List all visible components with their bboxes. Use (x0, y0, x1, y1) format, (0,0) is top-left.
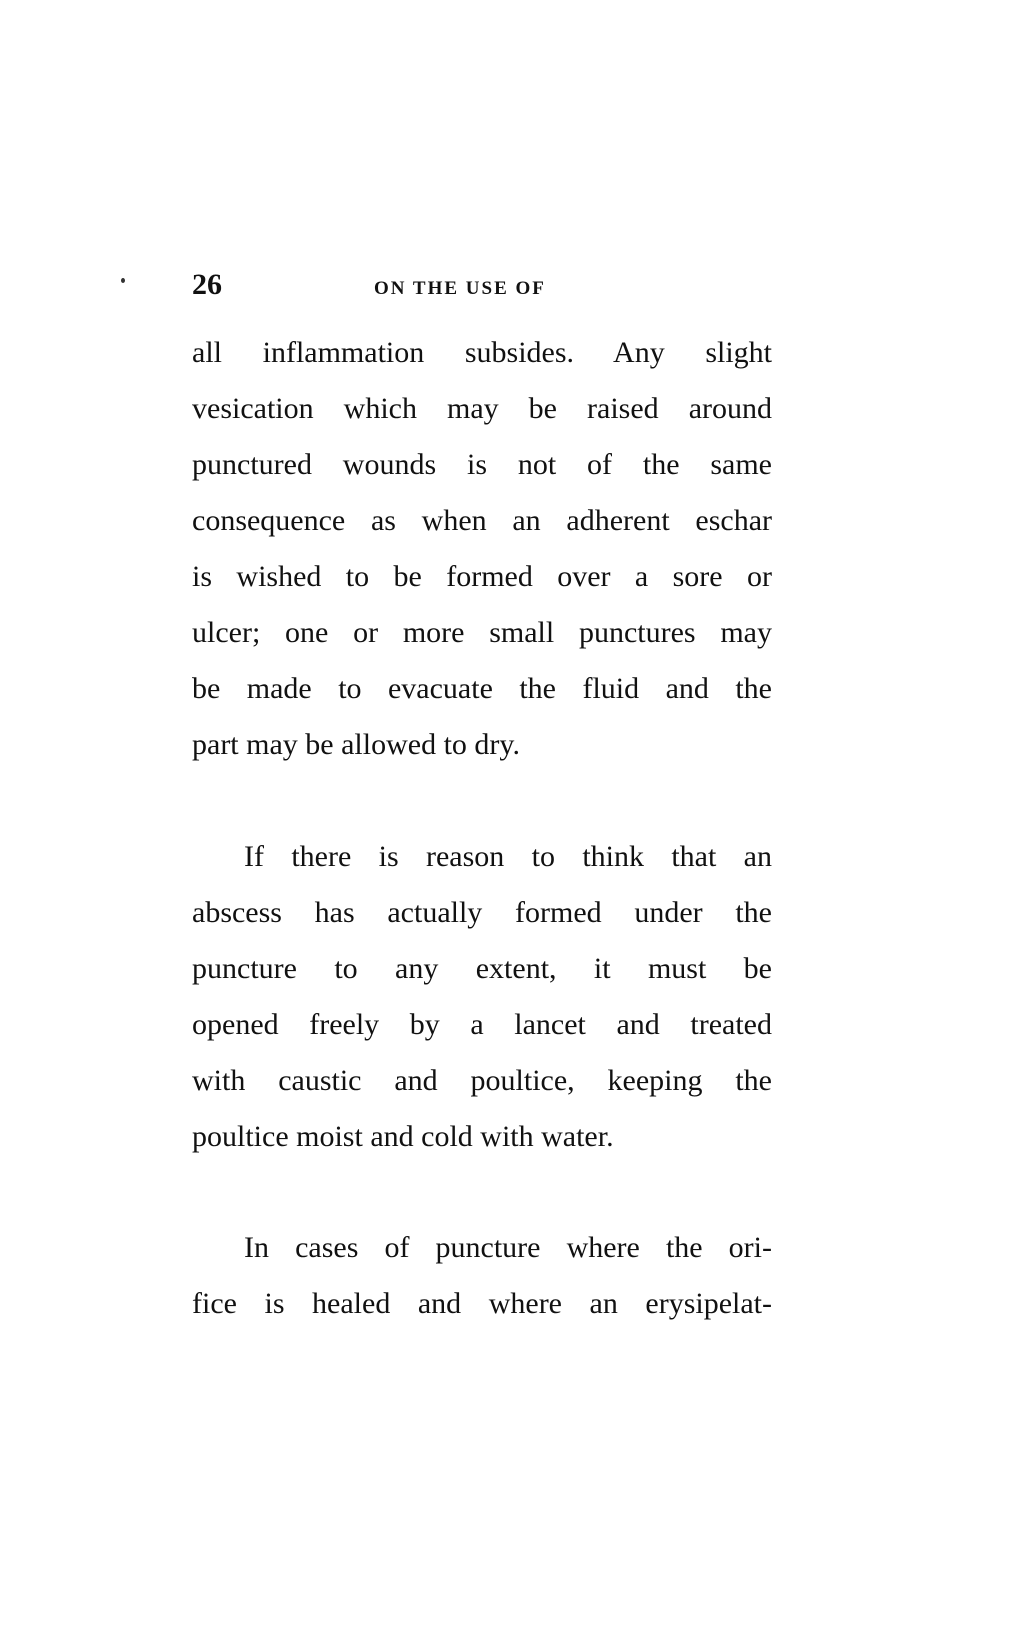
paragraph-2 (192, 829, 772, 1165)
paragraph-1 (192, 325, 772, 773)
margin-speck (121, 278, 125, 283)
text-line: If there is reason to think that an (244, 840, 772, 873)
text-line: puncture to any extent, it must be (192, 952, 772, 985)
text-line: all inflammation subsides. Any slight (192, 336, 772, 369)
text-line: ulcer; one or more small punctures may (192, 616, 772, 649)
text-line: vesication which may be raised around (192, 392, 772, 425)
text-line: is wished to be formed over a sore or (192, 560, 772, 593)
text-line: consequence as when an adherent eschar (192, 504, 772, 537)
page-number: 26 (192, 268, 222, 301)
paragraph-3 (192, 1220, 772, 1332)
text-line: part may be allowed to dry. (192, 728, 520, 761)
text-line: In cases of puncture where the ori- (244, 1231, 772, 1264)
text-line: be made to evacuate the fluid and the (192, 672, 772, 705)
running-head: ON THE USE OF (374, 278, 546, 299)
text-line: punctured wounds is not of the same (192, 448, 772, 481)
text-line: opened freely by a lancet and treated (192, 1008, 772, 1041)
text-line: fice is healed and where an erysipelat- (192, 1287, 772, 1320)
text-line: abscess has actually formed under the (192, 896, 772, 929)
text-line: with caustic and poultice, keeping the (192, 1064, 772, 1097)
text-line: poultice moist and cold with water. (192, 1120, 614, 1153)
page-header (192, 268, 772, 308)
